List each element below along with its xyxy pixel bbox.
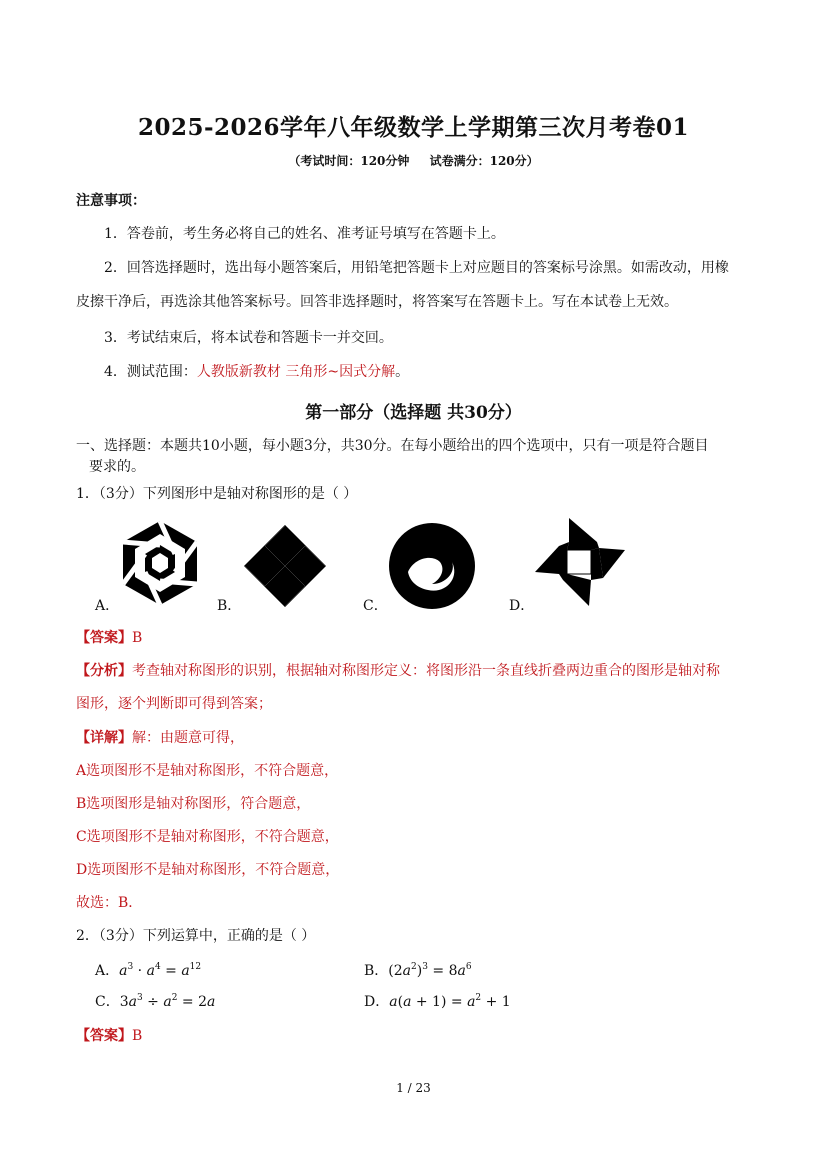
q2-option-a — [95, 960, 201, 980]
q2-option-a-label: A． — [95, 963, 120, 979]
section-title: 第一部分（选择题 共30分） — [305, 403, 522, 423]
note-item-2-line-2: 皮擦干净后，再选涂其他答案标号。回答非选择题时，将答案写在答题卡上。写在本试卷上无效。 — [76, 294, 678, 310]
q1-analysis-tag: 【分析】 — [76, 663, 132, 679]
q1-detail — [76, 727, 244, 747]
q1-stem: 1．（3分）下列图形中是轴对称图形的是（ ） — [76, 486, 358, 502]
section-intro-line-2: 要求的。 — [89, 459, 145, 475]
q2-option-a-formula: $a^3 \cdot a^4 = a^{12}$ — [119, 962, 202, 979]
q1-answer — [76, 627, 142, 647]
note-item-1: 1．答卷前，考生务必将自己的姓名、准考证号填写在答题卡上。 — [104, 226, 505, 242]
test-scope: 人教版新教材 三角形~因式分解 — [196, 364, 396, 380]
exam-time: （考试时间：120分钟 — [288, 154, 410, 168]
q1-detail-line-a: A选项图形不是轴对称图形，不符合题意， — [76, 763, 339, 779]
note-item-3: 3．考试结束后，将本试卷和答题卡一并交回。 — [104, 330, 393, 346]
q1-option-c: C． — [363, 598, 388, 614]
q2-option-d — [364, 991, 511, 1011]
q1-answer-tag: 【答案】 — [76, 630, 132, 646]
q2-answer-tag: 【答案】 — [76, 1028, 132, 1044]
q1-analysis-line-1 — [76, 660, 720, 680]
q2-option-b — [364, 960, 472, 980]
q2-option-d-formula: $a(a + 1) = a^2 + 1$ — [389, 993, 511, 1010]
q1-detail-line-c: C选项图形不是轴对称图形，不符合题意， — [76, 829, 339, 845]
q1-conclusion: 故选：B． — [76, 895, 143, 911]
q2-option-c-formula: $3a^3 \div a^2 = 2a$ — [119, 993, 216, 1010]
note-item-2-line-1: 2．回答选择题时，选出每小题答案后，用铅笔把答题卡上对应题目的答案标号涂黑。如需改动，用橡 — [104, 260, 729, 276]
q1-figure-b — [244, 525, 326, 607]
q1-analysis-text: 考查轴对称图形的识别，根据轴对称图形定义：将图形沿一条直线折叠两边重合的图形是轴对称 — [132, 663, 720, 679]
note-item-4-prefix: 4．测试范围： — [104, 364, 197, 380]
section-intro-line-1: 一、选择题：本题共10小题，每小题3分，共30分。在每小题给出的四个选项中，只有一项是符合题目 — [76, 438, 709, 454]
page-title: 2025-2026学年八年级数学上学期第三次月考卷01 — [137, 114, 690, 141]
exam-score: 试卷满分：120分） — [429, 154, 539, 168]
q2-option-b-formula: $(2a^2)^3 = 8a^6$ — [388, 962, 472, 979]
page-number: 1 / 23 — [396, 1081, 431, 1095]
q1-answer-value: B — [132, 630, 143, 646]
q2-answer — [76, 1025, 142, 1045]
q2-answer-value: B — [132, 1028, 143, 1044]
q1-option-a: A． — [95, 598, 120, 614]
q2-option-d-label: D． — [364, 994, 390, 1010]
q1-analysis-line-2: 图形，逐个判断即可得到答案； — [76, 696, 272, 712]
q2-option-c — [95, 991, 215, 1011]
q1-detail-text: 解：由题意可得， — [132, 730, 244, 746]
note-item-4-suffix: 。 — [395, 364, 410, 380]
notes-heading: 注意事项： — [76, 193, 146, 209]
note-item-4 — [104, 361, 409, 381]
q1-figure-d — [533, 516, 627, 608]
q1-figure-c — [388, 522, 476, 610]
q2-option-b-label: B． — [364, 963, 389, 979]
q1-option-b: B． — [217, 598, 242, 614]
exam-info — [0, 152, 827, 169]
q2-option-c-label: C． — [95, 994, 120, 1010]
q1-figure-a — [120, 518, 200, 608]
q1-detail-line-b: B选项图形是轴对称图形，符合题意， — [76, 796, 311, 812]
q1-detail-line-d: D选项图形不是轴对称图形，不符合题意， — [76, 862, 340, 878]
q2-stem: 2．（3分）下列运算中，正确的是（ ） — [76, 928, 316, 944]
q1-detail-tag: 【详解】 — [76, 730, 132, 746]
q1-option-d: D． — [509, 598, 535, 614]
